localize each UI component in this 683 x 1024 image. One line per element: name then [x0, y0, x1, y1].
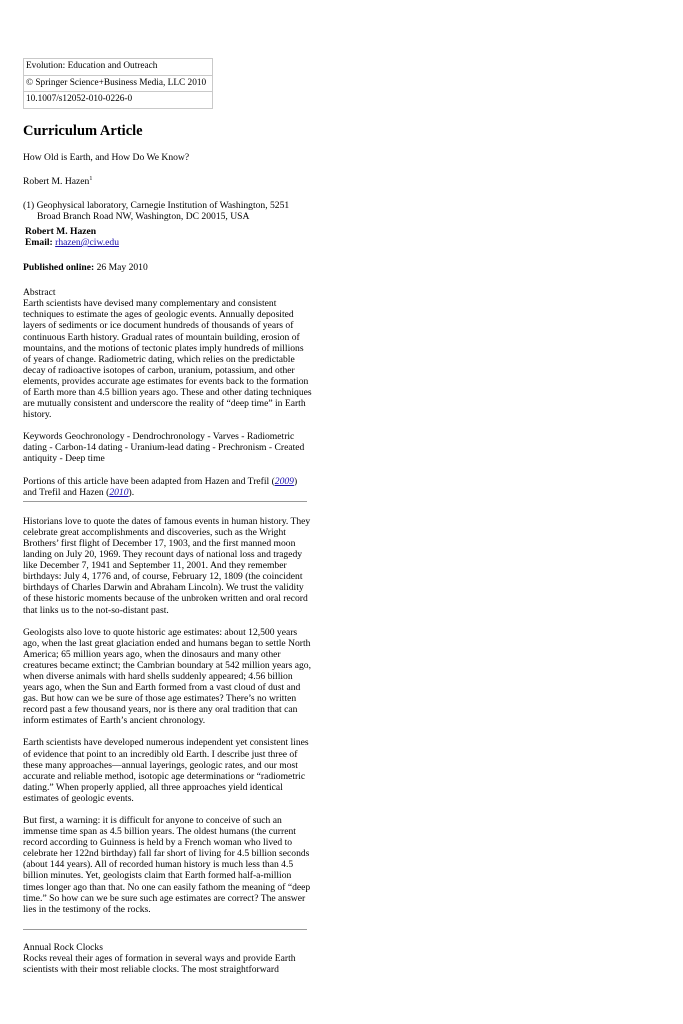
journal-name: Evolution: Education and Outreach [24, 59, 213, 76]
meta-row-doi [24, 92, 213, 109]
published-label: Published online: [23, 262, 95, 274]
citation-link-2010[interactable]: 2010 [109, 486, 129, 498]
body-paragraph-2: Geologists also love to quote historic age estimates: about 12,500 years ago, when the last great glaciation ended and humans began to settle North America; 65 million years ago, when the dinosaurs and many other creatures became extinct; the Cambrian boundary at 542 million years ago, when diverse animals with hard shells suddenly appeared; 4.56 billion years ago, when the Sun and Earth formed from a vast cloud of dust and gas. But how can we be sure of those age estimates? There’s no written record past a few thousand years, nor is there any oral tradition that can inform estimates of Earth’s ancient chronology. [23, 626, 311, 727]
body-paragraph-4: But first, a warning: it is difficult for anyone to conceive of such an immense time span as 4.5 billion years. The oldest humans (the current record according to Guinness is held by a French woman who lived to celebrate her 122nd birthday) fall far short of living for 4.5 billion seconds (about 144 years). All of recorded human history is much less than 4.5 billion minutes. Yet, geologists claim that Earth formed half-a-million times longer ago than that. No one can easily fathom the meaning of “deep time.” So how can we be sure such age estimates are correct? The answer lies in the testimony of the rocks. [23, 815, 311, 915]
abstract-label: Abstract [23, 287, 56, 299]
article-page [23, 58, 313, 975]
email-link[interactable]: rhazen@ciw.edu [55, 236, 120, 248]
section-annual-rock-clocks [23, 942, 313, 975]
abstract [23, 287, 313, 420]
article-title: How Old is Earth, and How Do We Know? [23, 151, 190, 163]
body-paragraph-1: Historians love to quote the dates of famous events in human history. They celebrate great accomplishments and discoveries, such as the Wright Brothers’ first flight of December 17, 1903, and the first manned moon landing on July 20, 1969. They recount days of national loss and tragedy like December 7, 1941 and September 11, 2001. And they remember birthdays: July 4, 1776 and, of course, February 12, 1809 (the coincident birthdays of Charles Darwin and Abraham Lincoln). We trust the validity of these historic moments because of the unbroken written and oral record that links us to the not-so-distant past. [23, 515, 311, 616]
adaptation-text-end: ). [128, 486, 135, 498]
article-meta-table [23, 58, 213, 109]
published-date-line [23, 262, 313, 273]
section-paragraph: Rocks reveal their ages of formation in several ways and provide Earth scientists with their most reliable clocks. The most straightforward [23, 952, 296, 976]
meta-row-journal [24, 59, 213, 76]
corresponding-author [25, 226, 313, 248]
keywords: Keywords Geochronology - Dendrochronology - Varves - Radiometric dating - Carbon-14 dating - Uranium-lead dating - Prechronism - Created antiquity - Deep time [23, 431, 305, 465]
adaptation-note [23, 476, 313, 498]
copyright-notice: © Springer Science+Business Media, LLC 2010 [24, 75, 213, 92]
body-paragraph-3: Earth scientists have developed numerous independent yet consistent lines of evidence that point to an incredibly old Earth. I describe just three of these many approaches—annual layerings, geologic rates, and our most accurate and reliable method, isotopic age determinations or “radiometric dating.” When properly applied, all three approaches yield identical estimates of geologic events. [23, 737, 309, 804]
doi: 10.1007/s12052-010-0226-0 [24, 92, 213, 109]
adaptation-text-middle: ) and Trefil and Hazen ( [23, 475, 298, 498]
section-heading: Annual Rock Clocks [23, 941, 103, 953]
abstract-text: Earth scientists have devised many complementary and consistent techniques to estimate the ages of geologic events. Annually deposited layers of sediments or ice document hundreds of thousands of years of continuous Earth history. Gradual rates of mountain building, erosion of mountains, and the motions of tectonic plates imply hundreds of millions of years of change. Radiometric dating, which relies on the predictable decay of radioactive isotopes of carbon, uranium, potassium, and other elements, provides accurate age estimates for events back to the formation of Earth more than 4.5 billion years ago. These and other dating techniques are mutually consistent and underscore the reality of “deep time” in Earth history. [23, 298, 312, 421]
author-name: Robert M. Hazen [23, 175, 90, 187]
citation-link-2009[interactable]: 2009 [274, 475, 294, 487]
email-label: Email: [25, 236, 53, 248]
corresponding-author-name: Robert M. Hazen [25, 225, 97, 237]
adaptation-text-start: Portions of this article have been adapted from Hazen and Trefil ( [23, 475, 275, 487]
article-type-heading: Curriculum Article [23, 122, 143, 139]
section-divider [23, 929, 307, 930]
section-divider [23, 501, 307, 502]
corresponding-email-line [25, 237, 313, 248]
meta-row-copyright [24, 75, 213, 92]
author-line [23, 176, 313, 187]
published-date: 26 May 2010 [96, 262, 148, 274]
author-affiliation-mark: 1 [89, 175, 93, 182]
author-affiliation: (1) Geophysical laboratory, Carnegie Institution of Washington, 5251 Broad Branch Road NW, Washington, DC 20015, USA [23, 199, 290, 222]
